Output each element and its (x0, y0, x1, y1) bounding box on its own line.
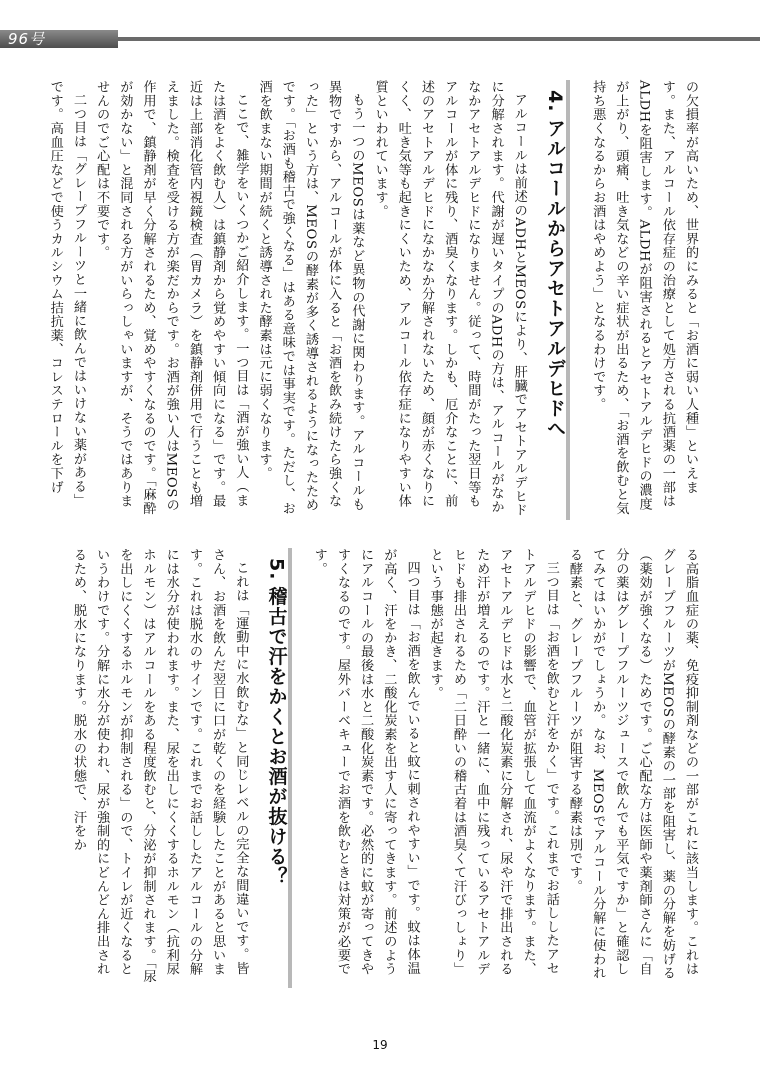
paragraph: これは「運動中に水飲むな」と同じレベルの完全な間違いです。皆さん、お酒を飲んだ翌日に口が乾くのを経験したことがあると思います。これは脱水のサインです。これまでお話ししたアルコールの分解には水分が使われます。また、尿を出しにくくするホルモン（抗利尿ホルモン）はアルコールをある程度飲むと、分泌が抑制されます。「尿を出しにくくするホルモンが抑制される」ので、トイレが近くなるというわけです。分解に水分が使われ、尿が強制的にどんどん排出されるため、脱水になります。脱水の状態で、汗をか (70, 548, 249, 983)
section-title: 稽古で汗をかくとお酒が抜ける？ (265, 586, 288, 887)
paragraph: もう一つのMEOSは薬など異物の代謝に関わります。アルコールも異物ですから、アルコールが体に入ると「お酒を飲み続けたら強くなった」という方は、MEOSの酵素が多く誘導されるようになったためです。「お酒も稽古で強くなる」はある意味では事実です。ただし、お酒を飲まない期間が続くと誘導された酵素は元に弱くなります。 (256, 80, 365, 515)
section-number: 4. (543, 90, 566, 113)
paragraph: 四つ目は「お酒を飲んでいると蚊に刺されやすい」です。蚊は体温が高く、汗をかき、二酸化炭素を出す人に寄ってきます。前述のようにアルコールの最後は水と二酸化炭素です。必然的に蚊が寄ってきやすくなるのです。屋外バーベキューでお酒を飲むときは対策が必要です。 (311, 548, 420, 976)
paragraph: 三つ目は「お酒を飲むと汗をかく」です。これまでお話ししたアセトアルデヒドの影響で、血管が拡張して血流がよくなります。また、アセトアルデヒドは水と二酸化炭素に分解され、尿や汗で排出されるため汗が増えるのです。汗と一緒に、血中に残っているアセトアルデヒドも排出されるため「二日酔いの稽古着は酒臭くて汗びっしょり」という事態が起きます。 (427, 548, 559, 976)
paragraph-continuation: の欠損率が高いため、世界的にみると「お酒に弱い人種」といえます。また、アルコール依存症の治療として処方される抗酒薬の一部はALDHを阻害します。ALDHが阻害されるとアセトアルデヒドの濃度が上がり、頭痛、吐き気などの辛い症状が出るため、「お酒を飲むと気持ち悪くなるからお酒はやめよう」となるわけです。 (590, 80, 698, 515)
issue-badge (0, 30, 118, 48)
bottom-text-block (56, 548, 702, 988)
issue-header (0, 30, 760, 48)
paragraph: アルコールは前述のADHとMEOSにより、肝臓でアセトアルデヒドに分解されます。代謝が遅いタイプのADHの方は、アルコールがなかなかアセトアルデヒドになりません。従って、時間がたった翌日等もアルコールが体に残り、酒臭くなります。しかも、厄介なことに、前述のアセトアルデヒドになかなか分解されないため、顔が赤くなりにくく、吐き気等も起きにくいため、アルコール依存症になりやすい体質といわれています。 (372, 80, 527, 517)
section-heading-4 (543, 80, 570, 520)
section-number: 5. (265, 558, 288, 581)
section-title: アルコールからアセトアルデヒドへ (543, 118, 566, 439)
paragraph-continuation: る高脂血症の薬、免疫抑制剤などの一部がこれに該当します。これはグレープフルーツがMEOSの酵素の一部を阻害し、薬の分解を妨げる（薬効が強くなる）ためです。ご心配な方は医師や薬剤師さんに「自分の薬はグレープフルーツジュースで飲んでも平気ですか」と確認してみてはいかがでしょうか。なお、MEOSでアルコール分解に使われる酵素と、グレープフルーツが阻害する酵素は別です。 (566, 548, 698, 980)
paragraph: 二つ目は「グレープフルーツと一緒に飲んではいけない薬がある」です。高血圧などで使うカルシウム拮抗薬、コレステロールを下げ (47, 80, 86, 508)
top-text-block (47, 80, 702, 520)
section-heading-5 (264, 548, 291, 988)
paragraph: ここで、雑学をいくつかご紹介します。一つ目は「酒が強い人（または酒をよく飲む人）は鎮静剤から覚めやすい傾向になる」です。最近は上部消化管内視鏡検査（胃カメラ）を鎮静剤併用で行うことも増えました。検査を受ける方が楽だからです。お酒が強い人はMEOSの作用で、鎮静剤が早く分解されるため、覚めやすくなるのです。「麻酔が効かない」と混同される方がいらっしゃいますが、そうではありませんのでご心配は不要です。 (94, 80, 249, 515)
page-number: 19 (372, 1038, 388, 1052)
issue-number: 96号 (8, 30, 46, 48)
